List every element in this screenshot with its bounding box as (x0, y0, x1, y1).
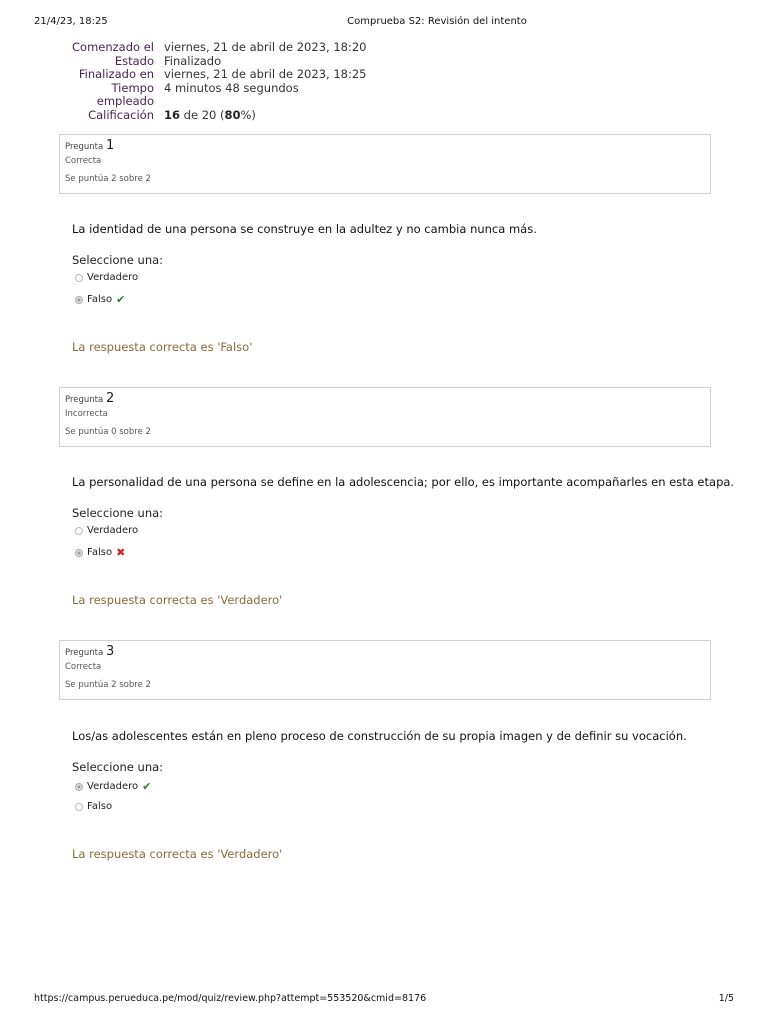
page-counter: 1/5 (718, 993, 734, 1004)
radio-button[interactable] (75, 527, 83, 535)
cross-icon: ✖ (116, 546, 126, 559)
print-datetime: 21/4/23, 18:25 (34, 16, 108, 27)
attempt-summary (60, 41, 366, 122)
question-grade: Se puntúa 2 sobre 2 (65, 174, 151, 184)
summary-row-state (60, 55, 366, 69)
check-icon: ✔ (116, 293, 126, 306)
question-info-2 (59, 387, 711, 447)
question-text-3: Los/as adolescentes están en pleno proceso de construcción de su propia imagen y de definir su vocación. (72, 729, 687, 743)
question-grade: Se puntúa 0 sobre 2 (65, 427, 151, 437)
question-number-value: 1 (105, 138, 115, 153)
radio-button-selected[interactable] (75, 783, 83, 791)
summary-row-finished (60, 68, 366, 82)
option-verdadero-2[interactable] (75, 525, 138, 536)
started-label: Comenzado el (72, 40, 154, 54)
question-label: Pregunta (65, 142, 104, 152)
option-falso-2[interactable] (75, 546, 125, 559)
option-label: Verdadero (87, 272, 139, 283)
time-label-line2: empleado (96, 94, 154, 108)
state-value: Finalizado (164, 53, 222, 68)
radio-button[interactable] (75, 274, 83, 282)
option-label: Falso (87, 547, 113, 558)
radio-button[interactable] (75, 803, 83, 811)
state-label: Estado (114, 53, 154, 68)
started-value: viernes, 21 de abril de 2023, 18:20 (164, 40, 367, 54)
option-falso-3[interactable] (75, 801, 112, 812)
print-header (0, 16, 768, 32)
option-verdadero-3[interactable] (75, 780, 151, 793)
question-number-value: 2 (105, 391, 115, 406)
question-text-1: La identidad de una persona se construye en la adultez y no cambia nunca más. (72, 222, 537, 236)
question-info-1 (59, 134, 711, 194)
check-icon: ✔ (142, 780, 152, 793)
option-label: Verdadero (87, 781, 139, 792)
select-prompt-1: Seleccione una: (72, 253, 164, 267)
question-label: Pregunta (65, 395, 104, 405)
option-label: Falso (87, 801, 113, 812)
time-label (60, 82, 164, 109)
question-text-2: La personalidad de una persona se define en la adolescencia; por ello, es importante acompañarles en esta etapa. (72, 475, 735, 489)
time-label-line1: Tiempo (111, 80, 154, 95)
correct-answer-feedback-1: La respuesta correcta es 'Falso' (72, 340, 253, 354)
grade-percent: 80 (224, 107, 241, 122)
question-state: Correcta (65, 662, 102, 672)
summary-row-time (60, 82, 366, 109)
question-number-value: 3 (105, 644, 115, 659)
question-state: Incorrecta (65, 409, 108, 419)
grade-end: %) (240, 107, 256, 122)
page-url-link[interactable]: https://campus.perueduca.pe/mod/quiz/review.php?attempt=553520&cmid=8176 (34, 993, 427, 1004)
grade-value (164, 109, 256, 123)
summary-row-grade (60, 109, 366, 123)
grade-rest: de 20 ( (180, 107, 225, 122)
question-state: Correcta (65, 156, 102, 166)
radio-button-selected[interactable] (75, 549, 83, 557)
question-grade: Se puntúa 2 sobre 2 (65, 680, 151, 690)
finished-label: Finalizado en (78, 67, 154, 81)
question-label: Pregunta (65, 648, 104, 658)
finished-value: viernes, 21 de abril de 2023, 18:25 (164, 67, 367, 81)
option-label: Verdadero (87, 525, 139, 536)
time-value: 4 minutos 48 segundos (164, 80, 299, 95)
correct-answer-feedback-3: La respuesta correcta es 'Verdadero' (72, 847, 283, 861)
question-number (65, 392, 705, 406)
grade-score: 16 (164, 107, 181, 122)
select-prompt-2: Seleccione una: (72, 506, 164, 520)
question-number (65, 139, 705, 153)
grade-label: Calificación (88, 107, 154, 122)
option-falso-1[interactable] (75, 293, 125, 306)
option-label: Falso (87, 294, 113, 305)
correct-answer-feedback-2: La respuesta correcta es 'Verdadero' (72, 593, 283, 607)
print-title: Comprueba S2: Revisión del intento (347, 16, 527, 27)
question-info-3 (59, 640, 711, 700)
radio-button-selected[interactable] (75, 296, 83, 304)
summary-row-started (60, 41, 366, 55)
option-verdadero-1[interactable] (75, 272, 138, 283)
select-prompt-3: Seleccione una: (72, 760, 164, 774)
question-number (65, 645, 705, 659)
